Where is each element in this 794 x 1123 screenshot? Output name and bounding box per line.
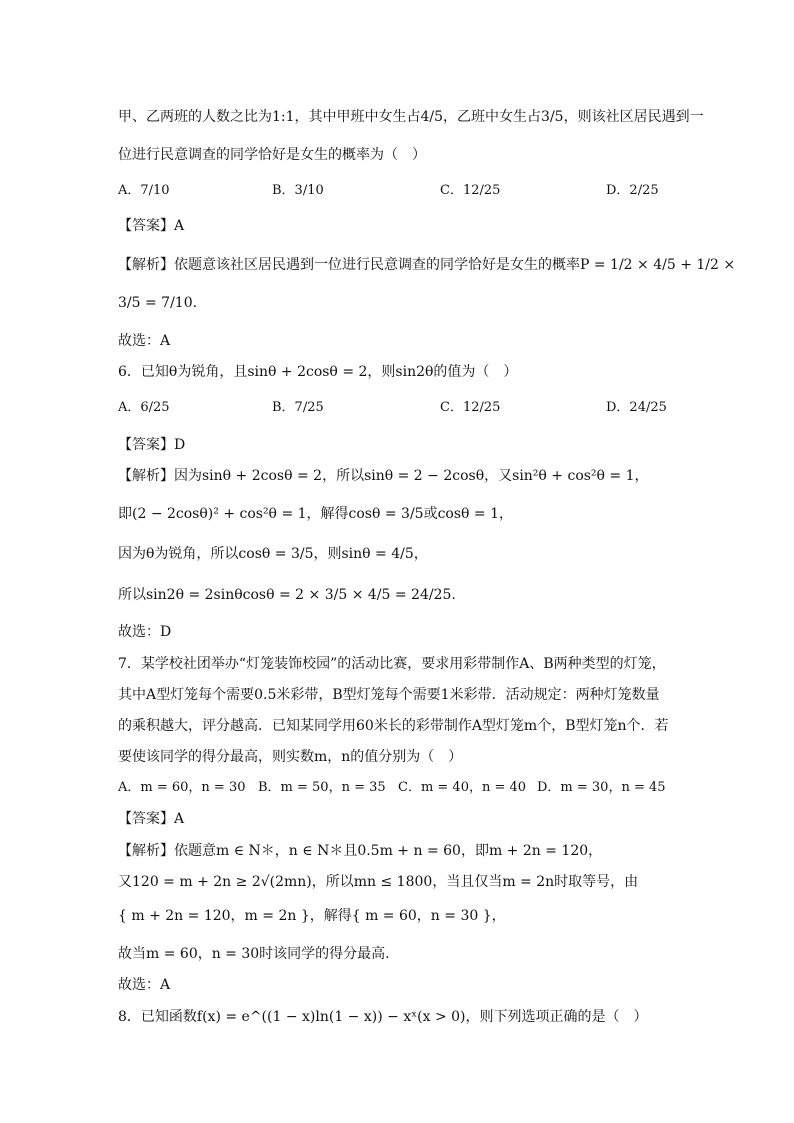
q5-option-b: B．3/10 bbox=[272, 183, 324, 198]
q7-option-d: D．m = 30，n = 45 bbox=[537, 780, 666, 795]
q8-stem: 8．已知函数f(x) = e^((1 − x)ln(1 − x)) − xˣ(x > 0)，则下列选项正确的是（ ） bbox=[118, 1009, 648, 1025]
q7-stem-line-2: 其中A型灯笼每个需要0.5米彩带，B型灯笼每个需要1米彩带．活动规定：两种灯笼数量 bbox=[118, 687, 660, 703]
q7-analysis-line-1: 【解析】依题意m ∈ N＊，n ∈ N＊且0.5m + n = 60，即m + 2n = 120， bbox=[118, 843, 603, 859]
q6-choice: 故选：D bbox=[118, 624, 172, 640]
q7-option-a: A．m = 60，n = 30 bbox=[118, 780, 246, 795]
q7-option-c: C．m = 40，n = 40 bbox=[398, 780, 527, 795]
q5-choice: 故选：A bbox=[118, 333, 171, 349]
q7-answer: 【答案】A bbox=[118, 811, 185, 827]
q7-analysis-line-4: 故当m = 60，n = 30时该同学的得分最高. bbox=[118, 946, 390, 962]
q7-stem-line-1: 7．某学校社团举办“灯笼装饰校园”的活动比赛，要求用彩带制作A、B两种类型的灯笼， bbox=[118, 656, 666, 672]
q5-stem-line-1: 甲、乙两班的人数之比为1:1，其中甲班中女生占4/5，乙班中女生占3/5，则该社区居民遇到一 bbox=[118, 109, 704, 125]
q7-choice: 故选：A bbox=[118, 977, 171, 993]
q5-analysis-line-2: 3/5 = 7/10. bbox=[118, 295, 198, 311]
q6-analysis-line-2: 即(2 − 2cosθ)² + cos²θ = 1，解得cosθ = 3/5或cosθ = 1， bbox=[118, 506, 513, 522]
q7-stem-line-4: 要使该同学的得分最高，则实数m，n的值分别为（ ） bbox=[118, 749, 463, 765]
q7-stem-line-3: 的乘积越大，评分越高．已知某同学用60米长的彩带制作A型灯笼m个，B型灯笼n个．若 bbox=[118, 718, 669, 734]
q6-option-c: C．12/25 bbox=[440, 400, 501, 415]
q7-analysis-line-2: 又120 = m + 2n ≥ 2√(2mn)，所以mn ≤ 1800，当且仅当m = 2n时取等号，由 bbox=[118, 874, 639, 890]
q6-option-b: B．7/25 bbox=[272, 400, 324, 415]
q6-answer: 【答案】D bbox=[118, 437, 186, 453]
q6-analysis-line-1: 【解析】因为sinθ + 2cosθ = 2，所以sinθ = 2 − 2cosθ，又sin²θ + cos²θ = 1， bbox=[118, 468, 649, 484]
q6-stem: 6．已知θ为锐角，且sinθ + 2cosθ = 2，则sin2θ的值为（ ） bbox=[118, 364, 518, 380]
q7-analysis-line-3: { m + 2n = 120，m = 2n }，解得{ m = 60，n = 30 }， bbox=[118, 908, 506, 924]
q6-option-a: A．6/25 bbox=[118, 400, 170, 415]
q7-option-b: B．m = 50，n = 35 bbox=[258, 780, 386, 795]
q5-option-a: A．7/10 bbox=[118, 183, 170, 198]
q5-answer: 【答案】A bbox=[118, 218, 185, 234]
q6-analysis-line-4: 所以sin2θ = 2sinθcosθ = 2 × 3/5 × 4/5 = 24/25. bbox=[118, 587, 456, 603]
q5-analysis-line-1: 【解析】依题意该社区居民遇到一位进行民意调查的同学恰好是女生的概率P = 1/2 × 4/5 + 1/2 × bbox=[118, 257, 736, 273]
q5-option-c: C．12/25 bbox=[440, 183, 501, 198]
q6-analysis-line-3: 因为θ为锐角，所以cosθ = 3/5，则sinθ = 4/5， bbox=[118, 546, 428, 562]
q5-option-d: D．2/25 bbox=[606, 183, 659, 198]
q6-option-d: D．24/25 bbox=[606, 400, 667, 415]
q5-stem-line-2: 位进行民意调查的同学恰好是女生的概率为（ ） bbox=[118, 147, 426, 163]
